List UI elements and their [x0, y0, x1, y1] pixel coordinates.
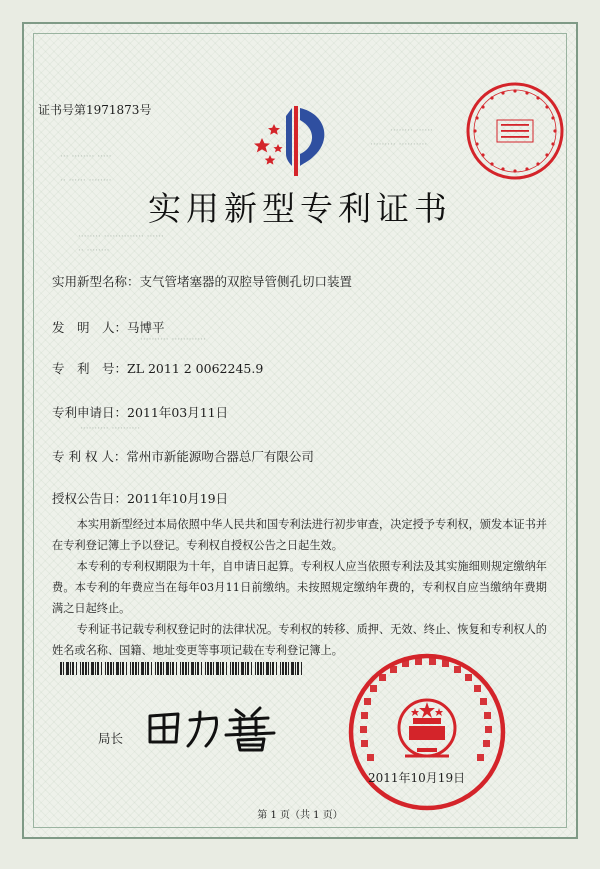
- barcode-bar: [130, 662, 131, 675]
- barcode-bar: [107, 662, 109, 675]
- agency-stamp-icon: [464, 80, 566, 182]
- barcode-bar: [166, 662, 169, 675]
- page-number: 第 1 页（共 1 页）: [257, 810, 343, 821]
- body-paragraph: 专利证书记载专利权登记时的法律状况。专利权的转移、质押、无效、终止、恢复和专利权人的姓名或名称、国籍、地址变更等事项记载在专利登记簿上。: [52, 623, 547, 657]
- barcode-bar: [272, 662, 274, 675]
- field-value: 2011年10月19日: [127, 491, 229, 506]
- watermark-line: ·· ········: [78, 246, 110, 256]
- field-value: 常州市新能源吻合器总厂有限公司: [126, 449, 314, 464]
- barcode-bar: [145, 662, 146, 675]
- field-label: 实用新型名称：: [52, 274, 140, 289]
- barcode-bar: [291, 662, 294, 675]
- barcode-bar: [207, 662, 209, 675]
- field-value: 2011年03月11日: [127, 405, 229, 420]
- barcode-bar: [195, 662, 196, 675]
- barcode-bar: [147, 662, 149, 675]
- barcode-bar: [191, 662, 194, 675]
- body-paragraph: 本专利的专利权期限为十年，自申请日起算。专利权人应当依照专利法及其实施细则规定缴纳年费。本专利的年费应当在每年03月11日前缴纳。未按照规定缴纳年费的，专利权自应当缴纳年费期满之日起终止。: [52, 560, 547, 615]
- field-label: 专利申请日：: [52, 405, 128, 420]
- barcode-bar: [295, 662, 296, 675]
- field-utility-model-name: [52, 272, 352, 290]
- barcode-bar: [101, 662, 102, 675]
- barcode-bar: [110, 662, 112, 675]
- watermark-line: ·········· ············: [140, 335, 206, 345]
- barcode-bar: [176, 662, 177, 675]
- barcode-bar: [72, 662, 74, 675]
- barcode-bar: [185, 662, 187, 675]
- barcode-bar: [247, 662, 249, 675]
- watermark-line: ·· ······ ········: [60, 176, 112, 186]
- barcode-bar: [257, 662, 259, 675]
- field-patent-number: [52, 359, 263, 377]
- barcode-bar: [141, 662, 144, 675]
- barcode-bar: [235, 662, 237, 675]
- certificate-title: 实用新型专利证书: [148, 189, 452, 228]
- barcode-bar: [88, 662, 89, 675]
- director-label: 局长: [98, 731, 124, 746]
- barcode-bar: [266, 662, 269, 675]
- barcode-bar: [70, 662, 71, 675]
- barcode-bar: [63, 662, 64, 675]
- field-label: 发 明 人：: [52, 320, 128, 335]
- patent-office-logo-icon: [248, 100, 338, 182]
- barcode-bar: [238, 662, 239, 675]
- barcode-bar: [160, 662, 162, 675]
- barcode-bar: [263, 662, 264, 675]
- body-paragraph: 本实用新型经过本局依照中华人民共和国专利法进行初步审查，决定授予专利权，颁发本证书并在专利登记簿上予以登记。专利权自授权公告之日起生效。: [52, 518, 547, 552]
- barcode-bar: [288, 662, 289, 675]
- barcode-bar: [201, 662, 202, 675]
- barcode-bar: [220, 662, 221, 675]
- barcode-bar: [135, 662, 137, 675]
- barcode-bar: [282, 662, 284, 675]
- barcode-bar: [280, 662, 281, 675]
- watermark-line: ··· ········ ·····: [60, 152, 112, 162]
- seal-date: 2011年10月19日: [368, 771, 466, 785]
- barcode-bar: [222, 662, 224, 675]
- barcode-bar: [255, 662, 256, 675]
- barcode-bar: [138, 662, 139, 675]
- barcode-bar: [155, 662, 156, 675]
- barcode-bar: [122, 662, 124, 675]
- barcode-bar: [301, 662, 302, 675]
- barcode-bar: [230, 662, 231, 675]
- field-value: 支气管堵塞器的双腔导管侧孔切口装置: [139, 274, 353, 289]
- barcode-bar: [80, 662, 81, 675]
- barcode-bar: [180, 662, 181, 675]
- barcode-bar: [91, 662, 94, 675]
- barcode-bar: [285, 662, 287, 675]
- barcode-bar: [270, 662, 271, 675]
- field-label: 专 利 权 人：: [52, 449, 127, 464]
- barcode-bar: [276, 662, 277, 675]
- barcode-bar: [113, 662, 114, 675]
- barcode-bar: [213, 662, 214, 675]
- barcode-bar: [157, 662, 159, 675]
- barcode-bar: [95, 662, 96, 675]
- barcode-bar: [170, 662, 171, 675]
- barcode-bar: [205, 662, 206, 675]
- field-value: 马博平: [127, 320, 165, 335]
- barcode-bar: [76, 662, 77, 675]
- certificate-number: 证书号第1971873号: [38, 103, 152, 117]
- barcode-bar: [172, 662, 174, 675]
- barcode-bar: [120, 662, 121, 675]
- barcode: [60, 662, 305, 675]
- barcode-bar: [60, 662, 62, 675]
- field-application-date: [52, 403, 228, 421]
- barcode-bar: [226, 662, 227, 675]
- barcode-bar: [151, 662, 152, 675]
- body-text: [52, 514, 547, 661]
- field-grant-date: [52, 489, 228, 507]
- barcode-bar: [251, 662, 252, 675]
- barcode-bar: [182, 662, 184, 675]
- barcode-bar: [297, 662, 299, 675]
- barcode-bar: [116, 662, 119, 675]
- watermark-line: ········ ······: [390, 126, 433, 136]
- field-inventor: [52, 318, 165, 336]
- director-signature: [140, 702, 290, 752]
- barcode-bar: [210, 662, 212, 675]
- barcode-bar: [97, 662, 99, 675]
- watermark-line: ········· ··········: [370, 140, 428, 150]
- barcode-bar: [132, 662, 134, 675]
- barcode-bar: [260, 662, 262, 675]
- barcode-bar: [82, 662, 84, 675]
- barcode-bar: [188, 662, 189, 675]
- barcode-bar: [197, 662, 199, 675]
- watermark-line: ········ ·············· ······: [78, 232, 164, 242]
- barcode-bar: [66, 662, 69, 675]
- field-patentee: [52, 447, 314, 465]
- field-label: 授权公告日：: [52, 491, 128, 506]
- barcode-bar: [241, 662, 244, 675]
- barcode-bar: [245, 662, 246, 675]
- barcode-bar: [85, 662, 87, 675]
- watermark-line: ·········· ··········: [80, 424, 141, 434]
- national-seal-icon: [347, 652, 507, 812]
- barcode-bar: [163, 662, 164, 675]
- barcode-bar: [126, 662, 127, 675]
- field-label: 专 利 号：: [52, 361, 128, 376]
- barcode-bar: [232, 662, 234, 675]
- barcode-bar: [216, 662, 219, 675]
- barcode-bar: [105, 662, 106, 675]
- field-value: ZL 2011 2 0062245.9: [127, 361, 264, 376]
